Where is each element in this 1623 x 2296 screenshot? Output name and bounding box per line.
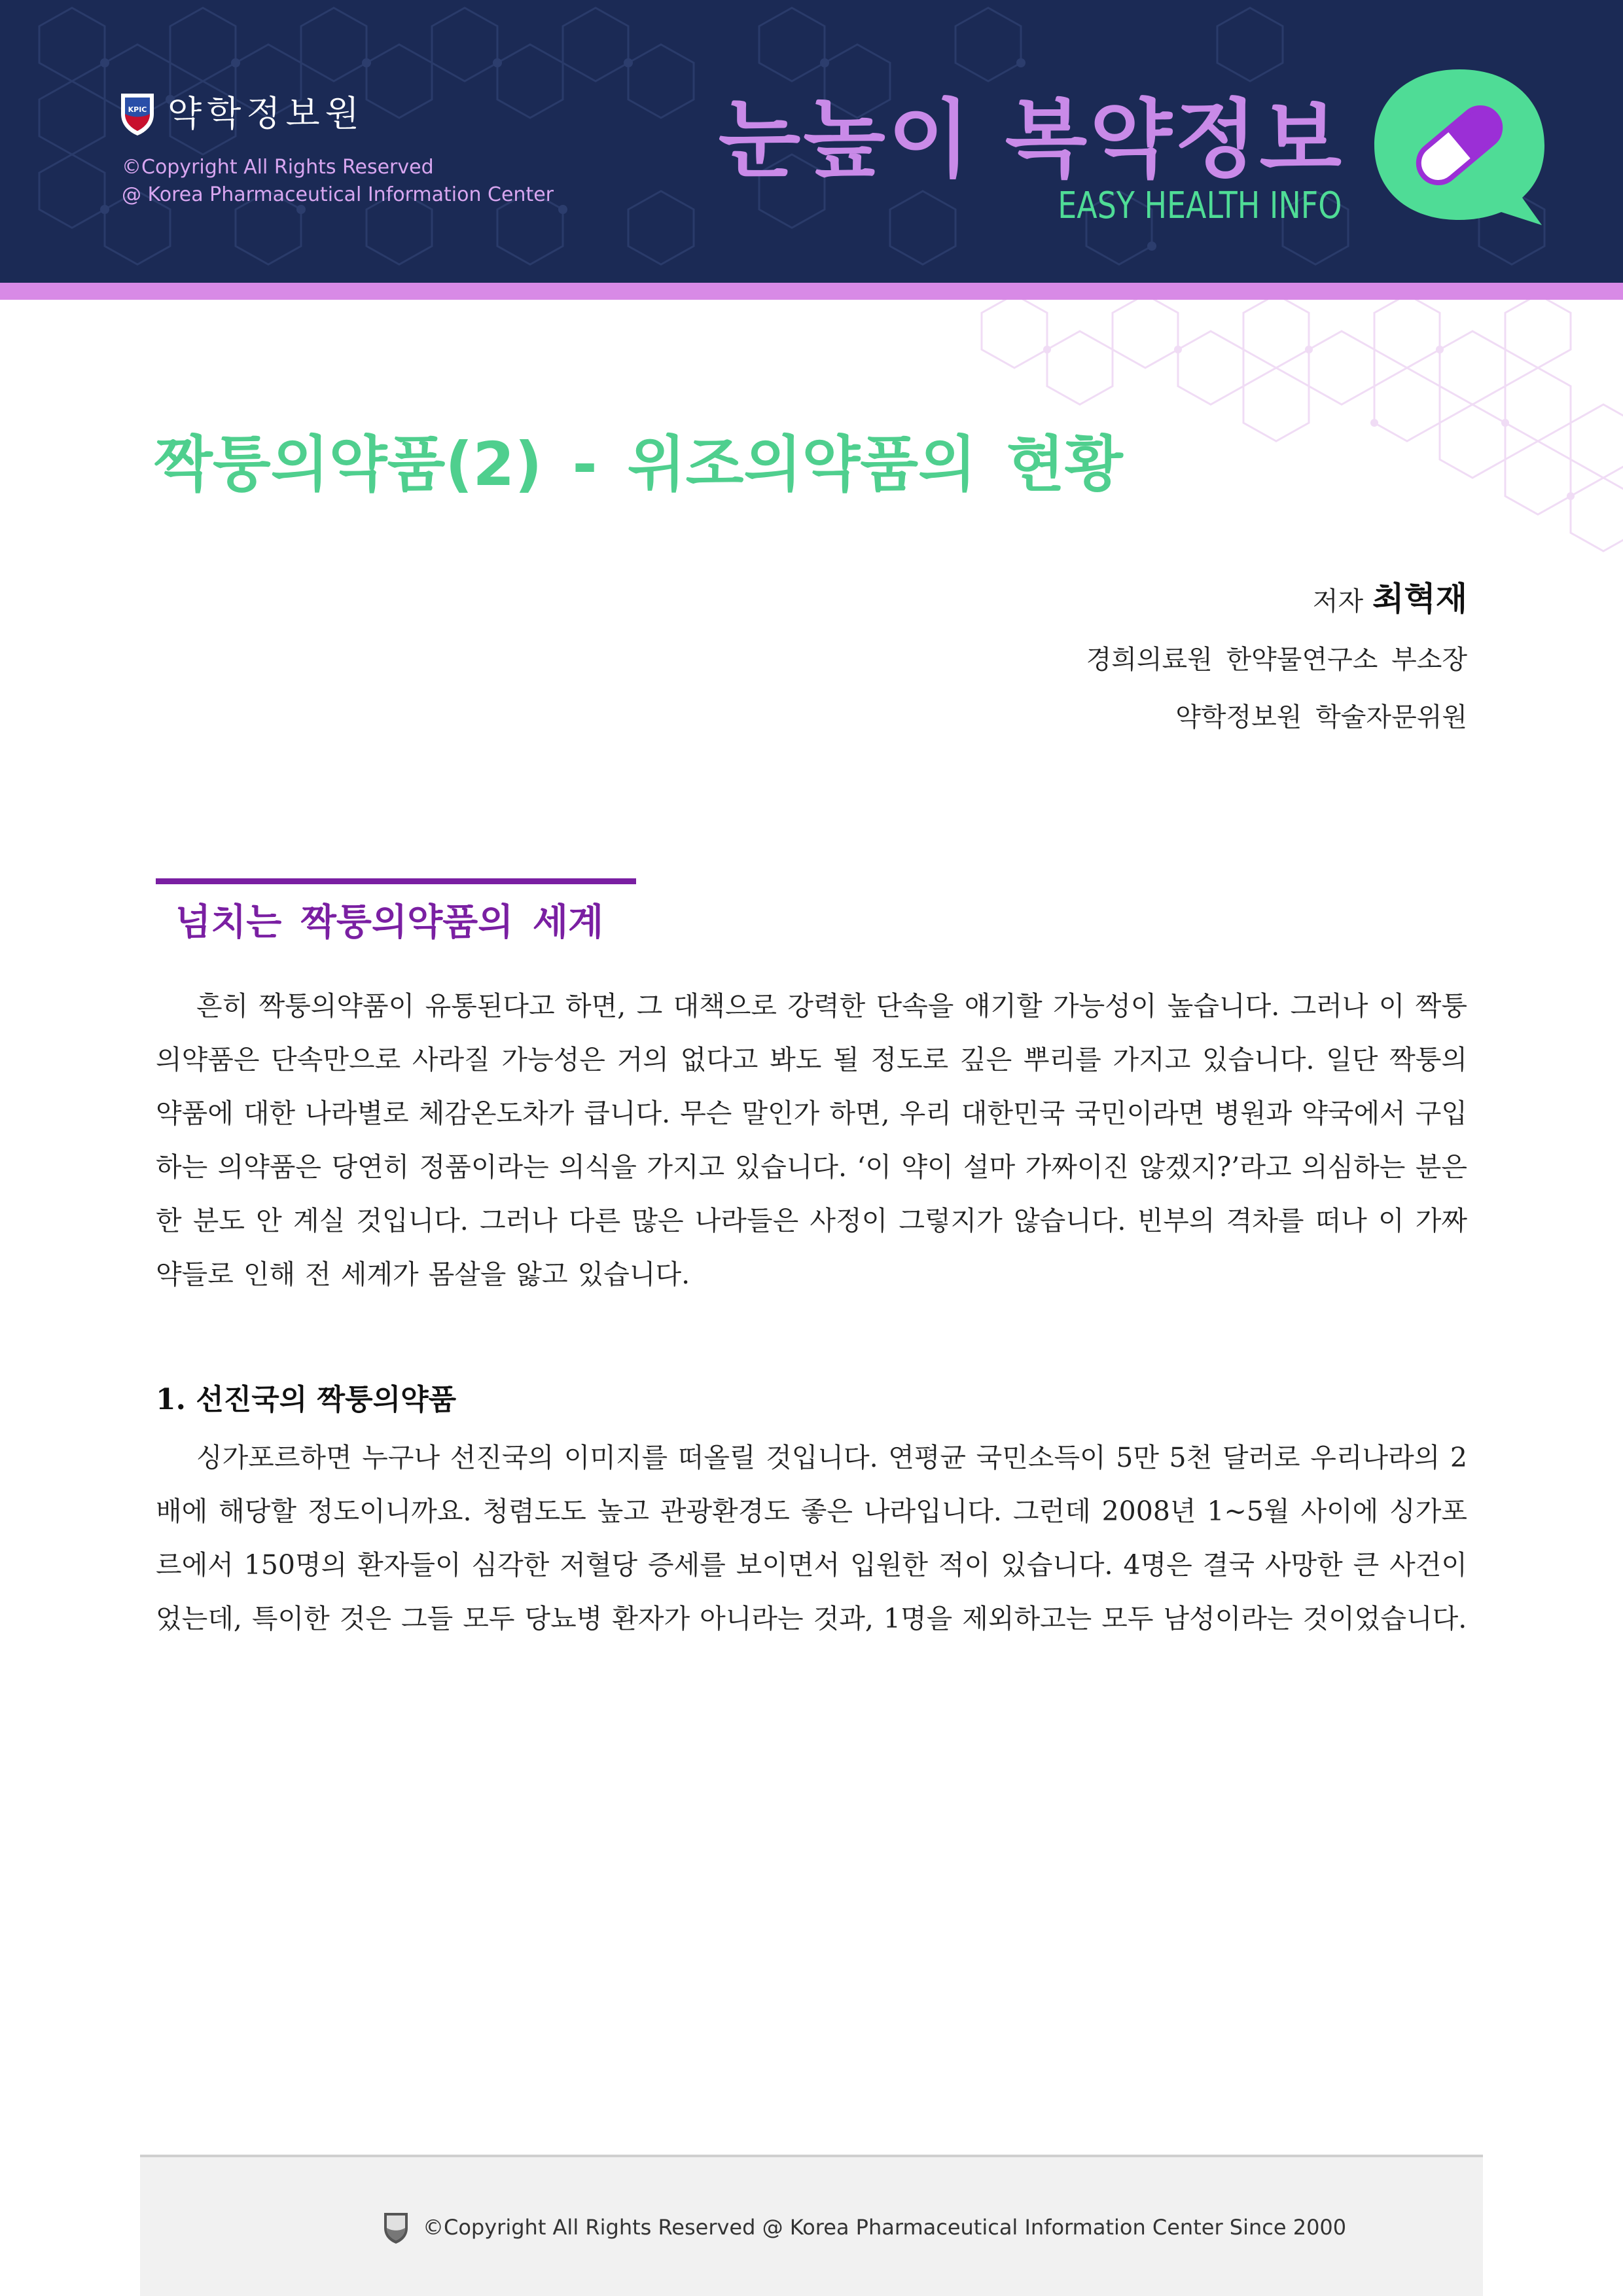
header-copyright-line2: @ Korea Pharmaceutical Information Center xyxy=(122,183,554,206)
section-heading: 넘치는 짝퉁의약품의 세계 xyxy=(175,901,604,944)
logo-badge-text: KPIC xyxy=(128,105,147,114)
paragraph-1: 흔히 짝퉁의약품이 유통된다고 하면, 그 대책으로 강력한 단속을 얘기할 가능성이 높습니다. 그러나 이 짝퉁의약품은 단속만으로 사라질 가능성은 거의 없다고 봐도 될 정도로 깊은 뿌리를 가지고 있습니다. 일단 짝퉁의약품에 대한 나라별로 체감온도차가 큽니다. 무슨 말인가 하면, 우리 대한민국 국민이라면 병원과 약국에서 구입하는 의약품은 당연히 정품이라는 의식을 가지고 있습니다. ‘이 약이 설마 가짜이진 않겠지?’라고 의심하는 분은 한 분도 안 계실 것입니다. 그러나 다른 많은 나라들은 사정이 그렇지가 않습니다. 빈부의 격차를 떠나 이 가짜 약들로 인해 전 세계가 몸살을 앓고 있습니다. xyxy=(156,990,1467,1290)
footer xyxy=(140,2157,1483,2296)
brand-title: 눈높이 복약정보 xyxy=(718,90,1344,189)
footer-kpic-logo xyxy=(382,2211,410,2245)
author-affiliation-2: 약학정보원 학술자문위원 xyxy=(1175,702,1467,732)
header-banner xyxy=(0,0,1623,283)
document-title: 짝퉁의약품(2) - 위조의약품의 현황 xyxy=(154,429,1123,499)
author-label: 저자 xyxy=(1312,586,1364,617)
subheading-1: 1. 선진국의 짝퉁의약품 xyxy=(156,1383,457,1416)
footer-copyright: ©Copyright All Rights Reserved @ Korea Pharmaceutical Information Center Since 2000 xyxy=(423,2215,1347,2240)
author-line xyxy=(1313,576,1467,630)
pill-speech-bubble-icon xyxy=(1361,63,1558,237)
brand-subtitle: EASY HEALTH INFO xyxy=(1057,185,1342,227)
author-name: 최혁재 xyxy=(1372,580,1467,618)
paragraph-2: 싱가포르하면 누구나 선진국의 이미지를 떠올릴 것입니다. 연평균 국민소득이 5만 5천 달러로 우리나라의 2배에 해당할 정도이니까요. 청렴도도 높고 관광환경도 좋은 나라입니다. 그런데 2008년 1~5월 사이에 싱가포르에서 150명의 환자들이 심각한 저혈당 증세를 보이면서 입원한 적이 있습니다. 4명은 결국 사망한 큰 사건이었는데, 특이한 것은 그들 모두 당뇨병 환자가 아니라는 것과, 1명을 제외하고는 모두 남성이라는 것이었습니다. xyxy=(156,1442,1467,1634)
header-copyright-line1: ©Copyright All Rights Reserved xyxy=(122,156,434,179)
org-name: 약학정보원 xyxy=(168,93,365,134)
header-accent-stripe xyxy=(0,283,1623,300)
section-divider xyxy=(156,878,636,884)
author-affiliation-1: 경희의료원 한약물연구소 부소장 xyxy=(1086,645,1467,675)
kpic-shield-logo xyxy=(119,92,156,136)
